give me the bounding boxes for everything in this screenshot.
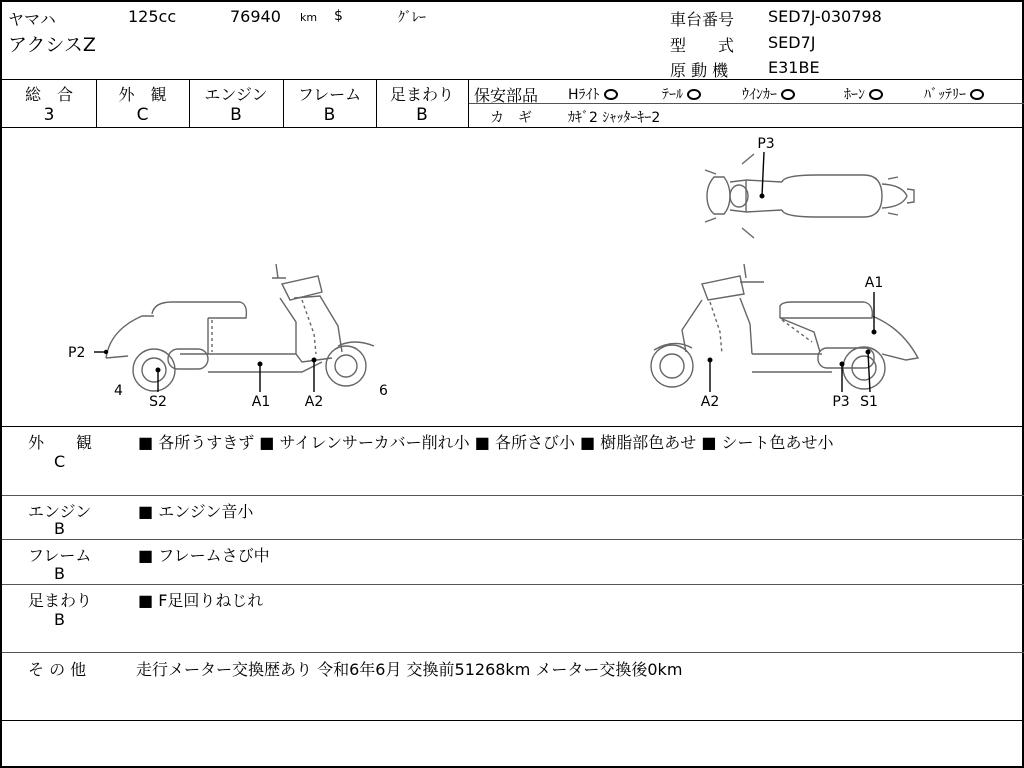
- remark-engine-label: エンジン: [28, 502, 92, 521]
- divider: [2, 495, 1024, 496]
- color: ｸﾞﾚｰ: [398, 10, 426, 26]
- divider: [2, 79, 1024, 80]
- mark-right-a2: A2: [700, 394, 720, 410]
- mark-left-6: 6: [379, 383, 388, 399]
- remark-engine-grade: B: [54, 519, 65, 538]
- remark-frame-grade: B: [54, 564, 65, 583]
- divider: [2, 720, 1024, 721]
- remark-frame-label: フレーム: [28, 546, 92, 565]
- top-view-scooter-icon: [705, 154, 914, 238]
- mark-left-s2: S2: [149, 394, 167, 410]
- remark-suspension-text: ■ F足回りねじれ: [138, 591, 264, 610]
- mileage: 76940: [230, 7, 281, 26]
- grade-exterior-value: C: [136, 105, 149, 125]
- grade-frame-label: フレーム: [297, 85, 362, 104]
- remark-other-text: 走行メーター交換歴あり 令和6年6月 交換前51268km メーター交換後0km: [136, 660, 683, 679]
- engine-value: E31BE: [768, 58, 820, 77]
- grade-overall-label: 総 合: [24, 85, 73, 104]
- remark-exterior-grade: C: [54, 452, 66, 471]
- remark-frame-text: ■ フレームさび中: [138, 546, 270, 565]
- frame-no: SED7J-030798: [768, 7, 882, 26]
- remark-exterior-label: 外 観: [28, 433, 93, 452]
- remark-other-label: そ の 他: [28, 660, 87, 679]
- mark-top-p3: P3: [757, 136, 775, 152]
- scooter-diagram: [2, 128, 1024, 426]
- safety-item-winker: ｳｲﾝｶｰ: [742, 84, 795, 104]
- mark-right-a1: A1: [864, 275, 884, 291]
- engine-label: 原 動 機: [670, 61, 729, 80]
- ok-mark-icon: [970, 89, 984, 100]
- remark-engine-text: ■ エンジン音小: [138, 502, 254, 521]
- mark-left-a2: A2: [304, 394, 324, 410]
- grade-engine-value: B: [230, 105, 242, 125]
- mark-left-p2: P2: [68, 345, 86, 361]
- grade-suspension-label: 足まわり: [389, 85, 454, 104]
- remark-suspension-grade: B: [54, 610, 65, 629]
- grade-engine-label: エンジン: [204, 85, 268, 104]
- ok-mark-icon: [781, 89, 795, 100]
- grade-frame-value: B: [323, 105, 336, 125]
- left-view-scooter-icon: [106, 264, 374, 391]
- grade-exterior-label: 外 観: [118, 85, 167, 104]
- displacement: 125cc: [128, 7, 177, 26]
- type-label: 型 式: [670, 36, 735, 55]
- ok-mark-icon: [687, 89, 701, 100]
- safety-label: 保安部品: [474, 86, 539, 105]
- mileage-unit: km: [300, 11, 318, 24]
- divider: [2, 652, 1024, 653]
- mark-left-4: 4: [114, 383, 123, 399]
- key-value: ｶｷﾞ2 ｼｬｯﾀｰｷｰ2: [568, 110, 661, 126]
- divider: [2, 539, 1024, 540]
- mark-left-a1: A1: [251, 394, 271, 410]
- grade-overall-value: 3: [43, 105, 55, 125]
- divider: [2, 426, 1024, 427]
- divider: [2, 584, 1024, 585]
- divider: [468, 79, 469, 127]
- safety-item-horn: ﾎｰﾝ: [844, 84, 883, 104]
- safety-item-battery: ﾊﾞｯﾃﾘｰ: [924, 84, 984, 104]
- frame-no-label: 車台番号: [670, 10, 735, 29]
- mark-right-p3: P3: [832, 394, 850, 410]
- type-value: SED7J: [768, 33, 816, 52]
- model-name: アクシスZ: [8, 34, 96, 56]
- mileage-mark: $: [334, 8, 343, 24]
- maker: ヤマハ: [8, 10, 56, 29]
- safety-item-headlight: Hﾗｲﾄ: [568, 84, 618, 104]
- remark-exterior-text: ■ 各所うすきず ■ サイレンサーカバー削れ小 ■ 各所さび小 ■ 樹脂部色あせ ■ シート色あせ小: [138, 433, 834, 452]
- ok-mark-icon: [869, 89, 883, 100]
- grade-suspension-value: B: [416, 105, 428, 125]
- safety-item-tail: ﾃｰﾙ: [662, 84, 701, 104]
- key-label: カ ギ: [490, 110, 532, 126]
- ok-mark-icon: [604, 89, 618, 100]
- remark-suspension-label: 足まわり: [28, 591, 93, 610]
- mark-right-s1: S1: [860, 394, 878, 410]
